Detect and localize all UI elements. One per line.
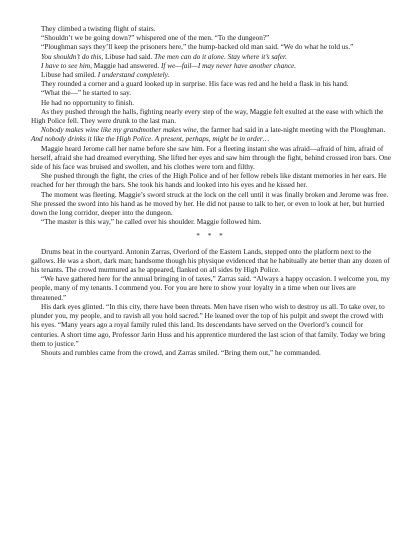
paragraph <box>31 303 391 349</box>
text-run: “Ploughman says they’ll keep the prisoners here,” the hump-backed old man said. “We do what he told us.” <box>41 43 354 52</box>
italic-text-run: If we—fail—I may never have another chance. <box>161 61 297 70</box>
paragraph <box>31 71 391 80</box>
italic-text-run: I have to see him, <box>41 61 92 70</box>
text-run: She pushed through the fight, the cries of the High Police and of her fellow rebels like distant memories in her ears. He reached for her through the bars. She took his hands and looked into his eyes and he kissed her. <box>31 172 387 190</box>
paragraph <box>31 349 391 358</box>
paragraph <box>31 25 391 34</box>
text-run: Shouts and rumbles came from the crowd, and Zarras smiled. “Bring them out,” he commanded. <box>41 348 321 357</box>
paragraph <box>31 53 391 62</box>
paragraph <box>31 145 391 173</box>
paragraph <box>31 34 391 43</box>
text-run: As they pushed through the halls, fighting nearly every step of the way, Maggie felt exulted at the ease with which the High Police fell. They were drunk to the last man. <box>31 107 384 126</box>
text-run: Drums beat in the courtyard. Antonin Zarras, Overlord of the Eastern Lands, stepped onto the platform next to the gallows. He was a short, dark man; handsome though his physique evidenced that he habitually ate better than any dozen of his tenants. The crowd murmured as he appeared, flanked on all sides by High Police. <box>31 247 390 275</box>
text-run: His dark eyes glinted. “In this city, there have been threats. Men have risen who wish to destroy us all. To take over, to plunder you, my people, and to ravish all you hold sacred.” He leaned over the top of his pulpit and swept the crowd with his eyes. “Many years ago a royal family ruled this land. Its descendants have served on the Overlord’s council for centuries. A short time ago, Professor Jarin Huss and his apprentice murdered the last scion of that family. Today we bring them to justice.” <box>31 302 386 348</box>
paragraph <box>31 275 391 303</box>
text-run: “What the—” he started to say. <box>41 89 132 98</box>
text-run: Libuse had said. <box>103 52 155 61</box>
text-run: the farmer had said in a late-night meeting with the Ploughman. <box>198 126 386 135</box>
paragraph <box>31 126 391 144</box>
text-run: “The master is this way,” he called over his shoulder. Maggie followed him. <box>41 218 262 227</box>
paragraph <box>31 43 391 52</box>
paragraph <box>31 62 391 71</box>
text-run: The moment was fleeting. Maggie’s sword struck at the lock on the cell until it was finally broken and Jerome was free. She pressed the sword into his hand as he moved by her. He did not pause to talk to her, or even to look at her, but hurried down the long corridor, deeper into the dungeon. <box>31 190 389 218</box>
text-run: Libuse had smiled. <box>41 71 98 80</box>
paragraph <box>31 218 391 227</box>
section-break-stars: * * * <box>196 232 226 241</box>
section-break <box>31 232 391 241</box>
paragraph <box>31 172 391 190</box>
paragraph <box>31 108 391 126</box>
paragraph <box>31 248 391 276</box>
paragraph <box>31 191 391 219</box>
text-run: Maggie heard Jerome call her name before she saw him. For a fleeting instant she was afraid—afraid of him, afraid of herself, afraid she had dreamed everything. She lifted her eyes and saw him through the fight, behind crossed iron bars. One side of his face was bruised and swollen, and his clothes were torn and filthy. <box>31 144 391 172</box>
italic-text-run: And nobody drinks it like the High Police. A present, perhaps, might be in order… <box>31 135 270 144</box>
paragraph <box>31 89 391 98</box>
italic-text-run: The men can do it alone. Stay where it’s safer. <box>154 52 287 61</box>
paragraph <box>31 99 391 108</box>
italic-text-run: I understand completely. <box>97 71 170 80</box>
text-run: He had no opportunity to finish. <box>41 98 135 107</box>
text-run: “Shouldn’t we be going down?” whispered one of the men. “To the dungeon?” <box>41 34 270 43</box>
italic-text-run: Nobody makes wine like my grandmother makes wine, <box>41 126 199 135</box>
text-run: They climbed a twisting flight of stairs. <box>41 25 156 33</box>
text-run: Maggie had answered. <box>91 61 161 70</box>
text-run: “We have gathered here for the annual bringing in of taxes,” Zarras said. “Always a happy occasion. I welcome you, my people, many of my tenants. I commend you. For you are here to show your loyalty in a time when our lives are threatened.” <box>31 275 390 302</box>
italic-text-run: You shouldn’t do this, <box>41 52 104 61</box>
text-run: They rounded a corner and a guard looked up in surprise. His face was red and he held a flask in his hand. <box>41 80 349 89</box>
paragraph <box>31 80 391 89</box>
book-page <box>31 25 391 358</box>
